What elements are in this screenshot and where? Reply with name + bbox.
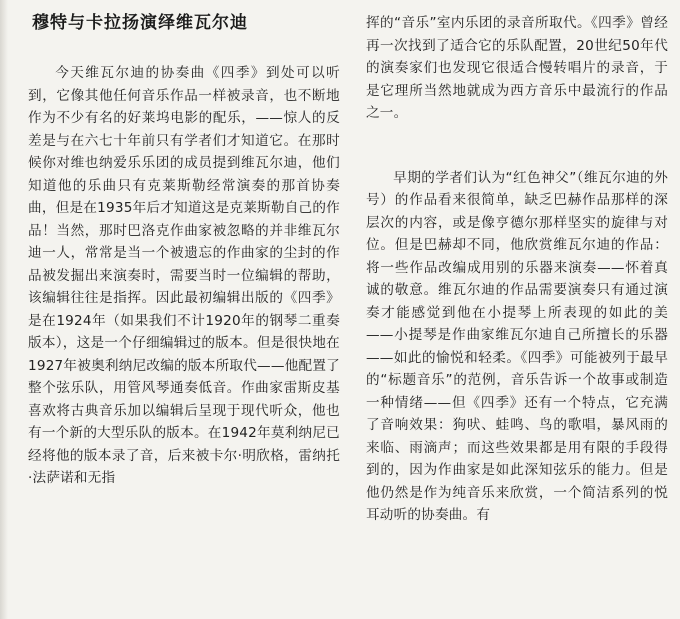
- left-column: [28, 12, 340, 619]
- body-paragraph-1: 今天维瓦尔迪的协奏曲《四季》到处可以听到，它像其他任何音乐作品一样被录音，也不断地作为不少有名的好莱坞电影的配乐，——惊人的反差是与在六七十年前只有学者们才知道它。在那时候你对维也纳爱乐乐团的成员提到维瓦尔迪，他们知道他的乐曲只有克莱斯勒经常演奏的那首协奏曲，但是在1935年后才知道这是克莱斯勒自己的作品！当然，那时巴洛克作曲家被忽略的并非维瓦尔迪一人，常常是当一个被遗忘的作曲家的尘封的作品被发掘出来演奏时，需要当时一位编辑的帮助，该编辑往往是指挥。因此最初编辑出版的《四季》是在1924年（如果我们不计1920年的钢琴二重奏版本），这是一个仔细编辑过的版本。但是很快地在1927年被奥利纳尼改编的版本所取代——他配置了整个弦乐队，用管风琴通奏低音。作曲家雷斯皮基喜欢将古典音乐加以编辑后呈现于现代听众，他也有一个新的大型乐队的版本。在1942年莫利纳尼已经将他的版本录了音，后来被卡尔·明欣格，雷纳托·法萨诺和无指: [28, 65, 340, 486]
- body-paragraph-1-continued: 挥的“音乐”室内乐团的录音所取代。《四季》曾经再一次找到了适合它的乐队配置，20世纪50年代的演奏家们也发现它很适合慢转唱片的录音，于是它理所当然地就成为西方音乐中最流行的作品之一。: [365, 15, 668, 121]
- right-column: [366, 12, 668, 619]
- article-title: 穆特与卡拉扬演绎维瓦尔迪: [32, 13, 248, 33]
- body-paragraph-2: 早期的学者们认为“红色神父”（维瓦尔迪的外号）的作品看来很简单，缺乏巴赫作品那样的深层次的内容，或是像亨德尔那样坚实的旋律与对位。但是巴赫却不同，他欣赏维瓦尔迪的作品：将一些作品改编成用别的乐器来演奏——怀着真诚的敬意。维瓦尔迪的作品需要演奏只有通过演奏才能感觉到他在小提琴上所表现的如此的美——小提琴是作曲家维瓦尔迪自己所擅长的乐器——如此的愉悦和轻柔。《四季》可能被列于最早的“标题音乐”的范例，音乐告诉一个故事或制造一种情绪——但《四季》还有一个特点，它充满了音响效果：狗吠、蛙鸣、鸟的歌唱，暴风雨的来临、雨滴声；而这些效果都是用有限的手段得到的，因为作曲家是如此深知弦乐的能力。但是他仍然是作为纯音乐来欣赏，一个简洁系列的悦耳动听的协奏曲。有: [365, 169, 668, 523]
